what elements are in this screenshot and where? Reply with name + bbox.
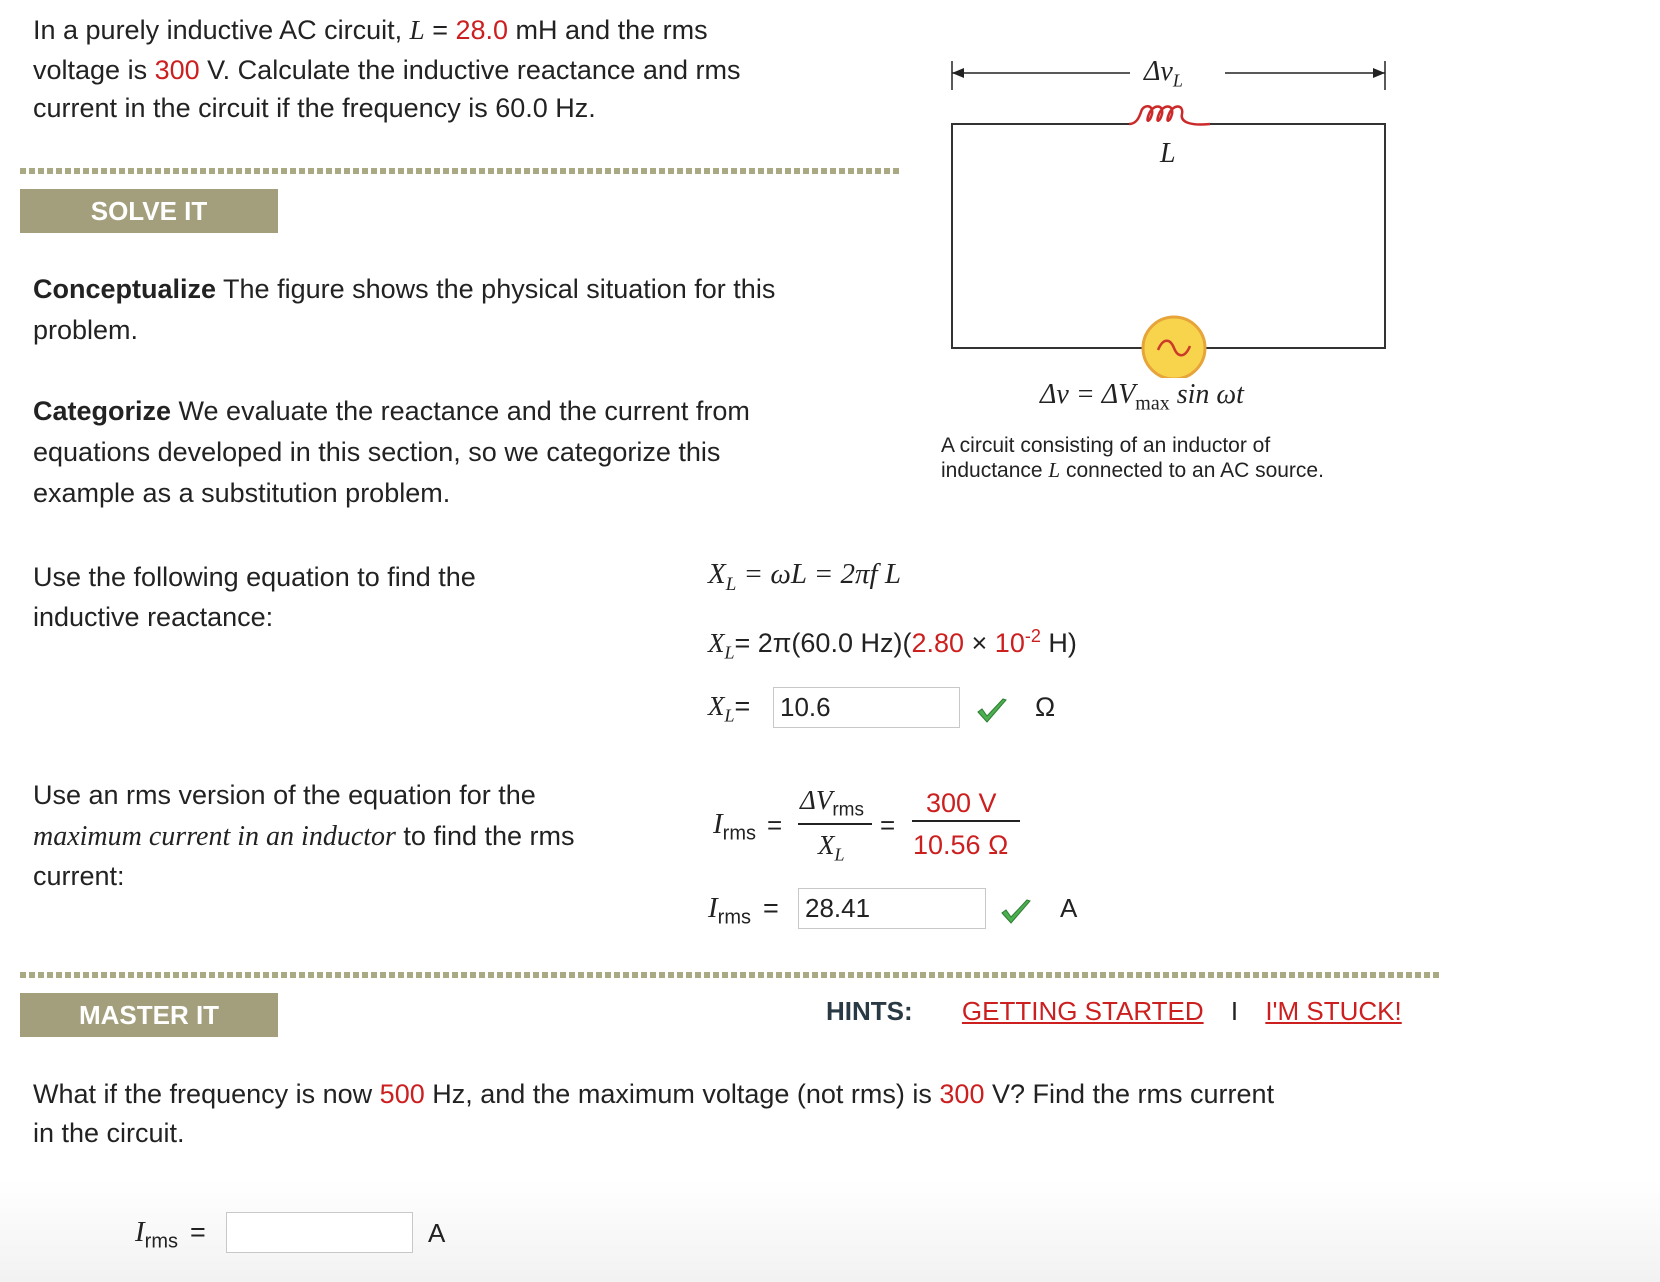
current-formula-eq2: =	[880, 810, 896, 840]
current-formula-eq1: =	[767, 810, 783, 840]
reactance-answer-label: $X_L=$	[708, 691, 751, 726]
problem-line-1: In a purely inductive AC circuit, L = 28.0 mH and the rms	[33, 15, 708, 45]
conceptualize-section: Conceptualize The figure shows the physical situation for this problem.	[33, 274, 776, 345]
circuit-wire-right	[1205, 124, 1385, 348]
current-numerator-value: 300 V	[926, 788, 997, 818]
reactance-formula: $X_L = \omega L = 2\pi f$ L	[708, 558, 901, 595]
reactance-answer-input[interactable]	[773, 687, 960, 728]
figure-caption: A circuit consisting of an inductor of inductance L connected to an AC source.	[941, 434, 1324, 482]
getting-started-link[interactable]: GETTING STARTED	[961, 996, 1204, 1026]
master-answer-input[interactable]	[226, 1212, 413, 1253]
reactance-unit: Ω	[1035, 692, 1056, 722]
problem-statement	[33, 10, 853, 129]
problem-line-2: voltage is 300 V. Calculate the inductive reactance and rms	[33, 55, 741, 85]
current-answer-label: $I_{rms}$ =	[708, 892, 779, 929]
categorize-heading: Categorize	[33, 396, 172, 426]
inductor-label: L	[1160, 138, 1176, 169]
hints-separator: I	[1230, 996, 1239, 1026]
current-formula-numerator: $\Delta V_{rms}$	[800, 785, 864, 821]
current-instruction: Use an rms version of the equation for the maximum current in an inductor to find the rms current:	[33, 780, 575, 891]
current-answer-input[interactable]	[798, 888, 986, 929]
hints-label: HINTS:	[826, 996, 913, 1026]
current-unit: A	[1060, 893, 1078, 923]
divider-top	[20, 168, 900, 174]
reactance-correct-check-icon	[975, 696, 1009, 726]
divider-bottom	[20, 972, 1440, 978]
current-formula-denominator: $X_L$	[818, 830, 845, 865]
categorize-section: Categorize We evaluate the reactance and the current from equations developed in this section, so we categorize this example as a substitution problem.	[33, 396, 750, 508]
master-unit: A	[428, 1218, 446, 1248]
reactance-instruction: Use the following equation to find the inductive reactance:	[33, 562, 476, 632]
reactance-substitution: $X_L= 2\pi(60.0$ $Hz)(2.80 \times 10^{-2}$ H)	[708, 626, 1077, 663]
problem-line-3: current in the circuit if the frequency is 60.0 Hz.	[33, 93, 596, 123]
current-formula-fraction-line	[798, 823, 872, 825]
current-values-fraction-line	[912, 820, 1020, 822]
current-formula-lhs: $I_{rms}$	[713, 808, 756, 845]
circuit-wire-left	[952, 124, 1143, 348]
delta-vl-label: $\Delta v_L$	[1141, 56, 1186, 92]
master-question: What if the frequency is now 500 Hz, and the maximum voltage (not rms) is 300 V? Find the rms current in the circuit.	[33, 1079, 1275, 1148]
current-correct-check-icon	[999, 897, 1033, 927]
solve-it-banner: SOLVE IT	[20, 189, 278, 233]
conceptualize-heading: Conceptualize	[33, 274, 217, 304]
master-it-banner: MASTER IT	[20, 993, 278, 1037]
im-stuck-link[interactable]: I'M STUCK!	[1265, 996, 1402, 1026]
current-denominator-value: 10.56 Ω	[913, 830, 1009, 860]
master-answer-label: $I_{rms}$ =	[135, 1216, 206, 1253]
circuit-figure	[940, 48, 1400, 378]
hints-bar	[826, 996, 1402, 1027]
source-equation: $\Delta v = \Delta V_{max}$ sin ωt	[1040, 379, 1244, 415]
inductor-coil	[1129, 106, 1210, 124]
